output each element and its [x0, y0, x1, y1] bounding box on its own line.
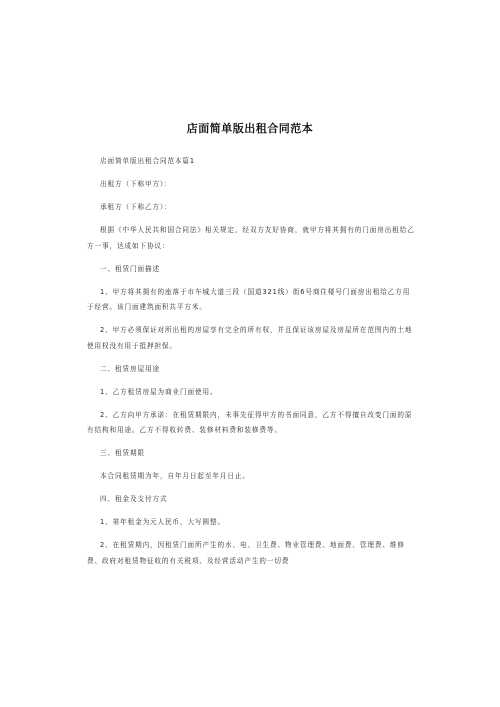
clause-1-2: 2、甲方必须保证对所出租的房屋享有完全的所有权，并且保证该房屋及房屋所在范围内的土地使用权没有用于抵押担保。: [87, 326, 413, 350]
section-heading-3: 三、租赁期限: [100, 449, 145, 457]
clause-2-1: 1、乙方租赁房屋为商业门面使用。: [100, 387, 218, 396]
clause-4-1: 1、第年租金为元人民币，大写圆整。: [100, 518, 225, 526]
lessor-line: 出租方（下称甲方）：: [100, 180, 172, 188]
section-heading-2: 二、租赁房屋用途: [100, 364, 160, 373]
section-heading-1: 一、租赁门面描述: [100, 264, 160, 273]
clause-3-1: 本合同租赁期为年，自年月日起至年月日止。: [100, 472, 250, 480]
preamble-paragraph: 根据《中华人民共和国合同法》相关规定，经双方友好协商，就甲方将其拥有的门面房出租给乙方一事，达成如下协议：: [87, 226, 415, 250]
document-body: [87, 154, 415, 577]
clause-1-1: 1、甲方将其拥有的座落于市车城大道三段（国道321线）街6号商住楼号门面房出租给乙方用于经营。该门面建筑面积共平方米。: [87, 287, 411, 311]
clause-4-2: 2、在租赁期内，因租赁门面所产生的水、电、卫生费、物业管理费、地面费、管理费、维修费、政府对租赁物征收的有关税项、及经营活动产生的一切费: [87, 541, 405, 565]
section-heading-4: 四、租金及支付方式: [100, 495, 168, 503]
lessee-line: 承租方（下称乙方）：: [100, 203, 172, 211]
clause-2-2: 2、乙方向甲方承诺：在租赁期限内，未事先征得甲方的书面同意，乙方不得擅自改变门面的原有结构和用途。乙方不得收转费、装修材料费和装修费等。: [87, 410, 413, 434]
document-subtitle: 店面简单版出租合同范本篇1: [100, 157, 196, 165]
document-title: 店面简单版出租合同范本: [186, 122, 314, 135]
